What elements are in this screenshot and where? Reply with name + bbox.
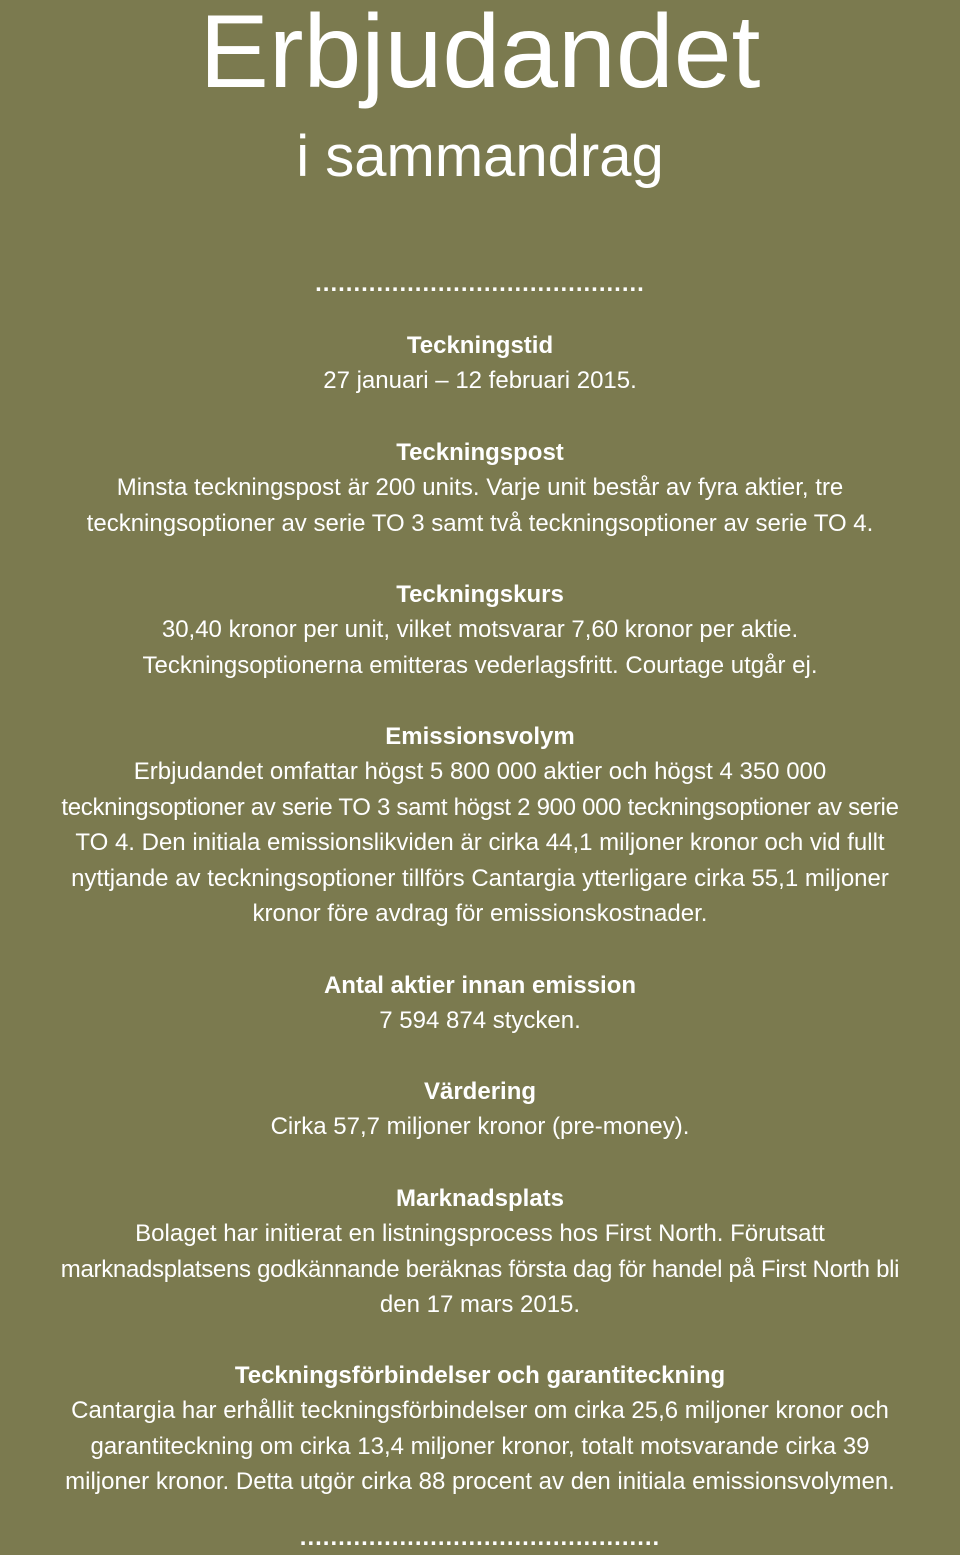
section-heading: Marknadsplats — [395, 1185, 565, 1212]
section-line: marknadsplatsens godkännande beräknas första dag för handel på First North bli — [60, 1255, 900, 1283]
section-heading: Teckningspost — [396, 439, 564, 466]
section-vardering — [0, 1074, 960, 1145]
separator-bottom: ............................................... — [299, 1524, 661, 1551]
section-teckningskurs — [0, 577, 960, 683]
section-emissionsvolym — [0, 719, 960, 932]
section-line: den 17 mars 2015. — [379, 1291, 581, 1318]
section-line: nyttjande av teckningsoptioner tillförs Cantargia ytterligare cirka 55,1 miljoner — [71, 864, 889, 892]
section-line: 30,40 kronor per unit, vilket motsvarar 7,60 kronor per aktie. — [161, 616, 799, 643]
section-heading: Värdering — [423, 1078, 537, 1105]
section-heading: Teckningsförbindelser och garantiteckning — [234, 1362, 726, 1389]
section-teckningspost — [0, 435, 960, 541]
section-line: 27 januari – 12 februari 2015. — [323, 367, 637, 394]
page-title: Erbjudandet — [199, 0, 761, 110]
section-line: Teckningsoptionerna emitteras vederlagsfritt. Courtage utgår ej. — [142, 651, 818, 679]
section-line: miljoner kronor. Detta utgör cirka 88 procent av den initiala emissionsvolymen. — [65, 1468, 895, 1495]
section-antal-aktier — [0, 968, 960, 1039]
section-heading: Antal aktier innan emission — [323, 972, 637, 999]
page-subtitle: i sammandrag — [296, 124, 664, 189]
section-marknadsplats — [0, 1181, 960, 1323]
section-teckningstid — [0, 328, 960, 399]
section-line: Cantargia har erhållit teckningsförbindelser om cirka 25,6 miljoner kronor och — [71, 1397, 889, 1424]
section-line: teckningsoptioner av serie TO 3 samt högst 2 900 000 teckningsoptioner av serie — [61, 793, 899, 821]
section-line: Cirka 57,7 miljoner kronor (pre-money). — [270, 1113, 690, 1140]
section-line: Minsta teckningspost är 200 units. Varje unit består av fyra aktier, tre — [116, 474, 844, 501]
section-line: Erbjudandet omfattar högst 5 800 000 aktier och högst 4 350 000 — [133, 758, 827, 785]
section-heading: Teckningskurs — [396, 581, 564, 608]
section-teckningsforbindelser — [0, 1358, 960, 1500]
section-line: TO 4. Den initiala emissionslikviden är cirka 44,1 miljoner kronor och vid fullt — [75, 829, 885, 856]
section-line: Bolaget har initierat en listningsprocess hos First North. Förutsatt — [135, 1220, 825, 1247]
section-line: garantiteckning om cirka 13,4 miljoner kronor, totalt motsvarande cirka 39 — [90, 1432, 870, 1460]
section-line: 7 594 874 stycken. — [379, 1007, 581, 1034]
section-line: teckningsoptioner av serie TO 3 samt två teckningsoptioner av serie TO 4. — [86, 509, 874, 537]
section-heading: Teckningstid — [406, 332, 554, 359]
section-heading: Emissionsvolym — [385, 723, 575, 750]
section-line: kronor före avdrag för emissionskostnader. — [252, 900, 708, 927]
separator-top: ........................................... — [315, 270, 645, 297]
